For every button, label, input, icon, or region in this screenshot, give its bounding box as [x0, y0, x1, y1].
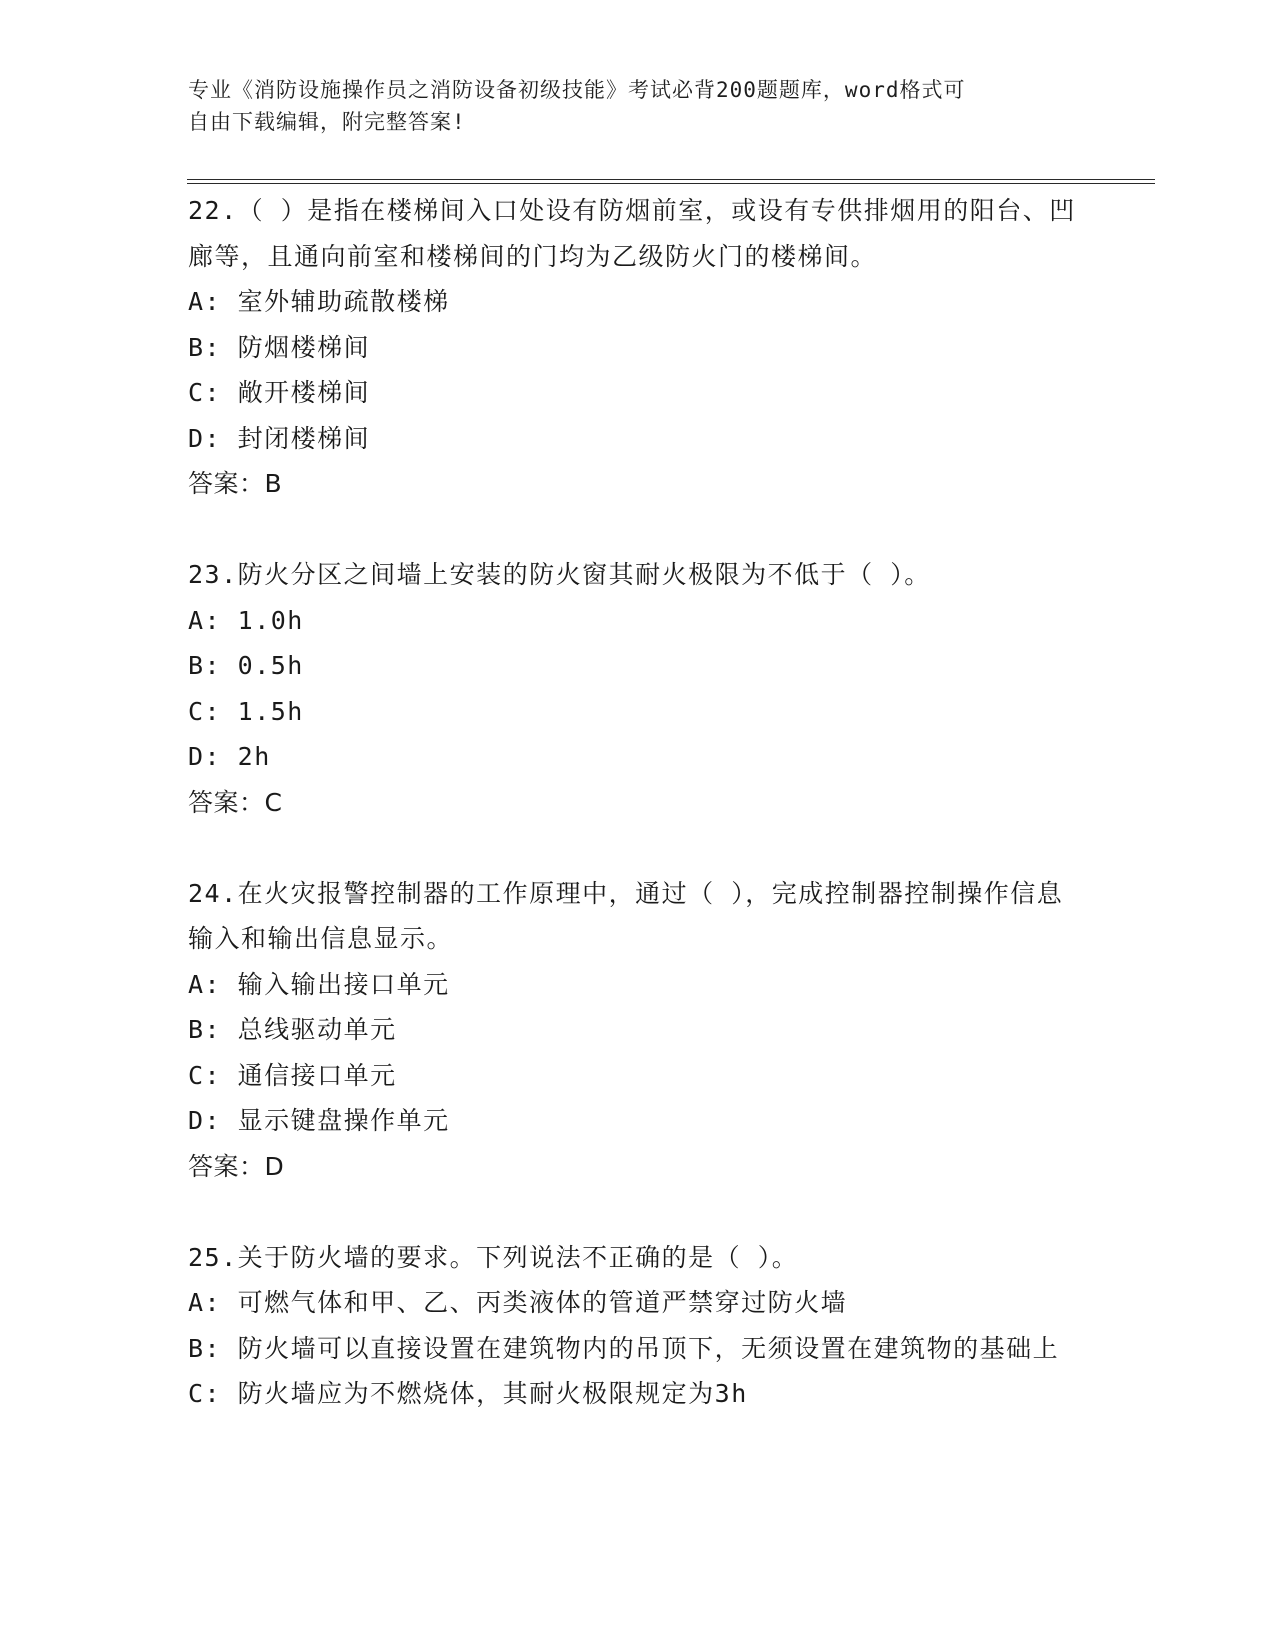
option-d: D: 显示键盘操作单元 [188, 1106, 450, 1135]
answer-line: 答案：B [188, 469, 283, 498]
option-a: A: 可燃气体和甲、乙、丙类液体的管道严禁穿过防火墙 [188, 1288, 848, 1317]
question-spacer [188, 825, 1088, 871]
question-spacer [188, 1189, 1088, 1235]
question-23 [188, 552, 1088, 825]
question-list [188, 188, 1088, 1417]
question-stem: 22.（ ）是指在楼梯间入口处设有防烟前室，或设有专供排烟用的阳台、凹廊等，且通向前室和楼梯间的门均为乙级防火门的楼梯间。 [188, 196, 1076, 271]
question-22 [188, 188, 1088, 507]
answer-line: 答案：D [188, 1151, 285, 1181]
header-divider-bottom [187, 183, 1155, 184]
option-b: B: 防火墙可以直接设置在建筑物内的吊顶下，无须设置在建筑物的基础上 [188, 1333, 1060, 1363]
answer-line: 答案：C [188, 787, 283, 817]
document-header [188, 74, 1088, 138]
question-24 [188, 871, 1088, 1190]
option-d: D: 2h [188, 742, 271, 771]
option-a: A: 室外辅助疏散楼梯 [188, 287, 450, 316]
option-b: B: 0.5h [188, 651, 304, 680]
question-spacer [188, 507, 1088, 553]
question-stem: 24.在火灾报警控制器的工作原理中，通过（ ），完成控制器控制操作信息输入和输出信息显示。 [188, 878, 1064, 953]
question-25 [188, 1235, 1088, 1417]
option-a: A: 输入输出接口单元 [188, 969, 450, 999]
option-c: C: 敞开楼梯间 [188, 378, 371, 407]
option-a: A: 1.0h [188, 605, 304, 635]
header-line-1: 专业《消防设施操作员之消防设备初级技能》考试必背200题题库，word格式可 [188, 78, 966, 102]
option-b: B: 总线驱动单元 [188, 1015, 397, 1044]
header-divider-top [187, 179, 1155, 180]
option-c: C: 防火墙应为不燃烧体，其耐火极限规定为3h [188, 1379, 748, 1408]
option-c: C: 通信接口单元 [188, 1060, 397, 1090]
question-stem: 25.关于防火墙的要求。下列说法不正确的是（ ）。 [188, 1242, 799, 1272]
header-line-2: 自由下载编辑，附完整答案! [188, 110, 466, 134]
option-b: B: 防烟楼梯间 [188, 332, 371, 362]
option-d: D: 封闭楼梯间 [188, 423, 371, 453]
option-c: C: 1.5h [188, 696, 304, 726]
question-stem: 23.防火分区之间墙上安装的防火窗其耐火极限为不低于（ ）。 [188, 560, 931, 589]
